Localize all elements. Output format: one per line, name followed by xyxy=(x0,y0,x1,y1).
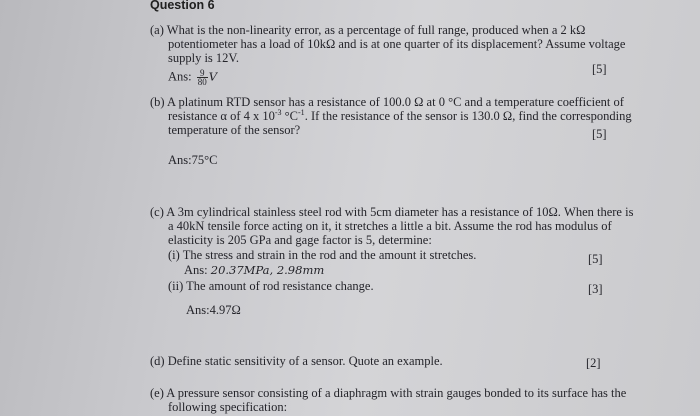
question-d-text: (d) Define static sensitivity of a sensor. Quote an example. xyxy=(150,354,443,368)
question-c-line-3: elasticity is 205 GPa and gage factor is 5, determine: xyxy=(168,233,432,247)
question-b-line-2-end: . If the resistance of the sensor is 130.0 Ω, find the corresponding xyxy=(304,109,632,123)
question-b-answer: Ans:75°C xyxy=(168,153,218,167)
question-a-marks: [5] xyxy=(592,62,607,76)
question-c-line-2: a 40kN tensile force acting on it, it stretches a little a bit. Assume the rod has modulus of xyxy=(168,219,612,233)
question-a-line-2: potentiometer has a load of 10kΩ and is at one quarter of its displacement? Assume voltage xyxy=(168,37,626,51)
question-c-part-i-answer-label: Ans: xyxy=(184,263,208,277)
question-c-part-i: (i) The stress and strain in the rod and the amount it stretches. xyxy=(168,248,477,262)
question-a-answer-numerator: 9 xyxy=(197,69,208,78)
question-heading: Question 6 xyxy=(150,0,215,12)
question-b-exponent-1: -3 xyxy=(274,107,282,117)
question-c-part-ii-marks: [3] xyxy=(588,282,603,296)
question-c-part-ii: (ii) The amount of rod resistance change. xyxy=(168,279,374,293)
question-c-part-i-answer-value: 20.37MPa, 2.98mm xyxy=(210,263,325,277)
question-a-line-1: (a) What is the non-linearity error, as a percentage of full range, produced when a 2 kΩ xyxy=(150,23,586,37)
question-d-marks: [2] xyxy=(586,356,601,370)
question-a-answer-denominator: 80 xyxy=(197,77,207,87)
question-b-line-2 xyxy=(168,109,632,123)
question-b-exponent-2: -1 xyxy=(298,107,305,117)
question-a-answer xyxy=(168,69,217,86)
question-b-line-3: temperature of the sensor? xyxy=(168,123,301,137)
question-a-line-3: supply is 12V. xyxy=(168,51,239,65)
question-a-answer-label: Ans: xyxy=(168,69,192,84)
question-e-line-2: following specification: xyxy=(168,400,288,414)
question-a-answer-unit: V xyxy=(208,69,218,84)
question-c-part-ii-answer: Ans:4.97Ω xyxy=(186,303,241,317)
question-c-part-i-answer xyxy=(184,263,324,277)
question-c-line-1: (c) A 3m cylindrical stainless steel rod with 5cm diameter has a resistance of 10Ω. When there is xyxy=(150,205,634,219)
question-c-part-i-marks: [5] xyxy=(588,252,603,266)
question-e-line-1: (e) A pressure sensor consisting of a diaphragm with strain gauges bonded to its surface has the xyxy=(150,386,627,400)
question-b-line-2-unit: °C xyxy=(281,109,299,123)
question-b-line-1: (b) A platinum RTD sensor has a resistance of 100.0 Ω at 0 °C and a temperature coefficient of xyxy=(150,95,624,109)
question-b-marks: [5] xyxy=(592,127,607,141)
question-b-line-2-start: resistance α of 4 x 10 xyxy=(168,109,275,123)
question-a-answer-fraction xyxy=(197,69,208,86)
